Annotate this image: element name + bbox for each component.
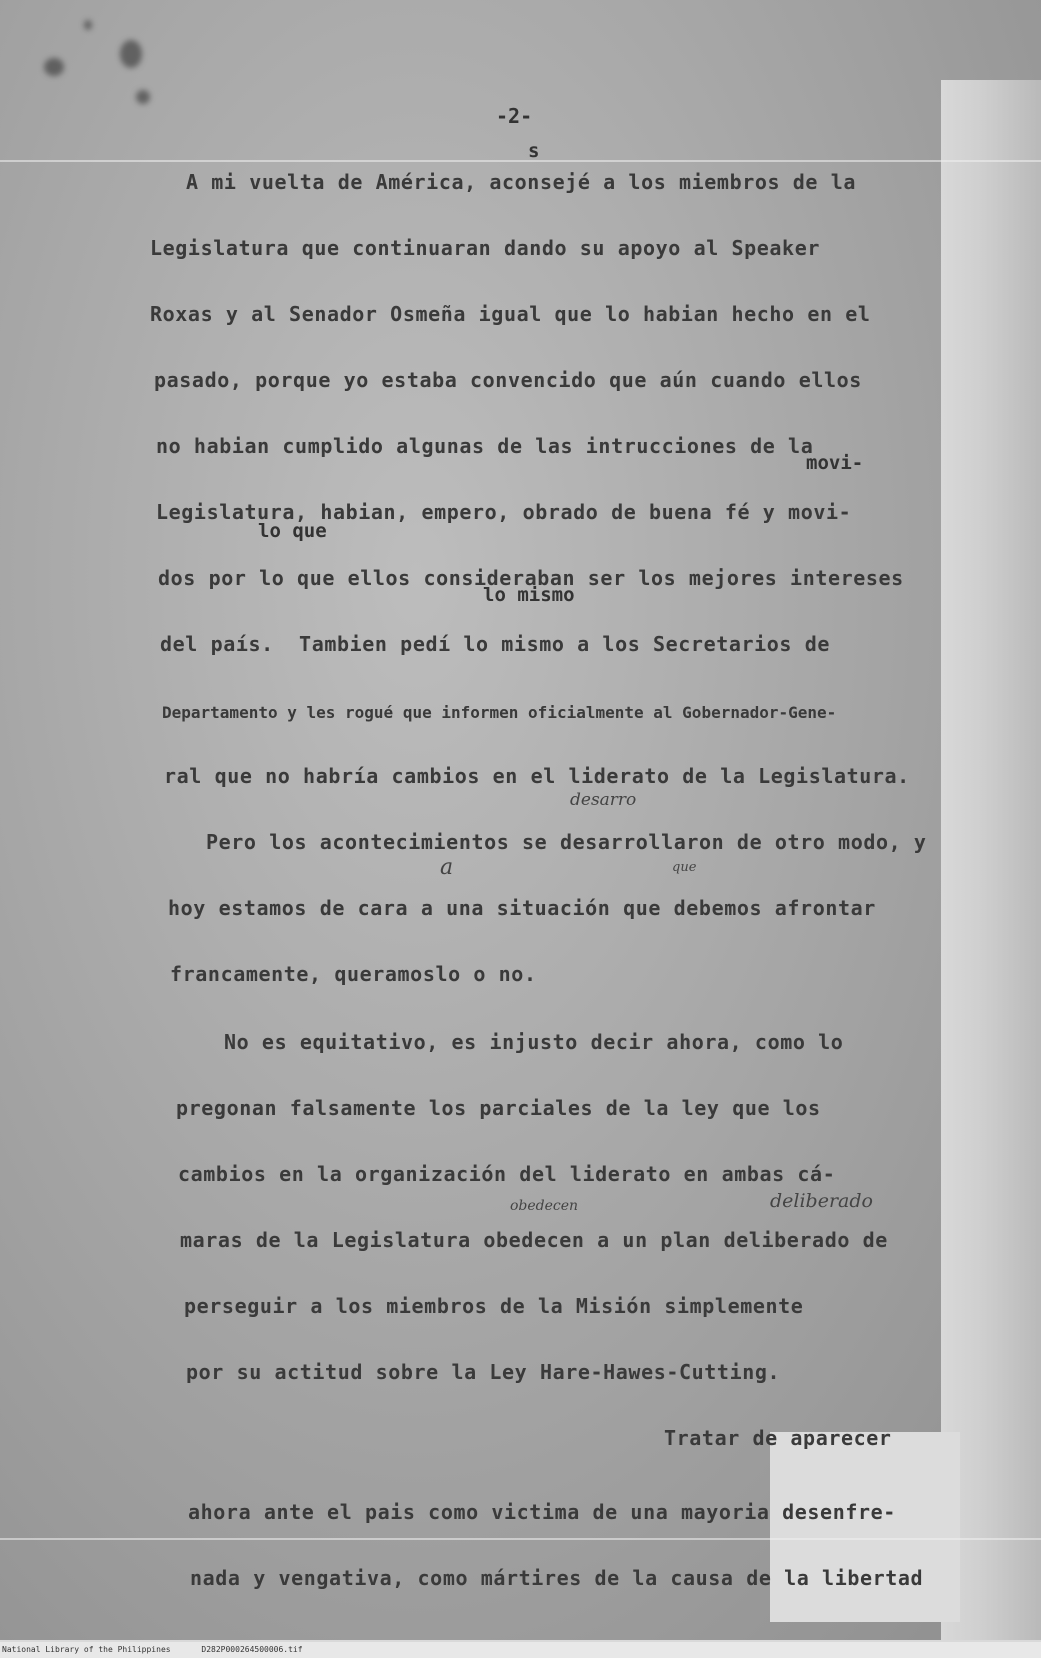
text-line: francamente, queramoslo o no. bbox=[170, 962, 537, 986]
typed-insertion: lo mismo bbox=[483, 584, 575, 606]
corner-patch bbox=[770, 1432, 960, 1622]
handwritten-correction: obedecen bbox=[510, 1198, 579, 1214]
text-line: Legislatura que continuaran dando su apoyo al Speaker bbox=[150, 236, 820, 260]
text-line: ral que no habría cambios en el liderato de la Legislatura. bbox=[164, 764, 910, 788]
ink-stain bbox=[136, 90, 150, 104]
text-line: del país. Tambien pedí lo mismo a los Secretarios de bbox=[160, 632, 830, 656]
handwritten-correction: deliberado bbox=[770, 1190, 873, 1212]
text-line: perseguir a los miembros de la Misión simplemente bbox=[184, 1294, 804, 1318]
text-line: pasado, porque yo estaba convencido que aún cuando ellos bbox=[154, 368, 862, 392]
text-line: maras de la Legislatura obedecen a un plan deliberado de bbox=[180, 1228, 888, 1252]
text-line: no habian cumplido algunas de las intrucciones de la bbox=[156, 434, 814, 458]
text-line: Roxas y al Senador Osmeña igual que lo habian hecho en el bbox=[150, 302, 871, 326]
text-line: A mi vuelta de América, aconsejé a los miembros de la bbox=[186, 170, 856, 194]
footer-file: D282P000264500006.tif bbox=[201, 1645, 303, 1654]
scan-line bbox=[0, 1538, 1041, 1540]
text-line: dos por lo que ellos consideraban ser los mejores intereses bbox=[158, 566, 904, 590]
ink-stain bbox=[44, 58, 64, 76]
text-line: Departamento y les rogué que informen oficialmente al Gobernador-Gene- bbox=[162, 703, 837, 722]
ink-stain bbox=[84, 20, 92, 30]
ink-stain bbox=[120, 40, 142, 68]
typed-insertion: s bbox=[528, 140, 540, 162]
footer-library: National Library of the Philippines bbox=[2, 1645, 171, 1654]
scan-footer bbox=[0, 1642, 1041, 1658]
typed-insertion: lo que bbox=[258, 520, 327, 542]
text-line: nada y vengativa, como mártires de la causa de la libertad bbox=[190, 1566, 924, 1590]
text-line: cambios en la organización del liderato en ambas cá- bbox=[178, 1162, 836, 1186]
text-line: No es equitativo, es injusto decir ahora, como lo bbox=[224, 1030, 844, 1054]
scan-line bbox=[0, 160, 1041, 162]
text-line: por su actitud sobre la Ley Hare-Hawes-Cutting. bbox=[186, 1360, 781, 1384]
handwritten-correction: que bbox=[672, 860, 697, 875]
text-line: ahora ante el pais como victima de una mayoria desenfre- bbox=[188, 1500, 896, 1524]
paper-edge bbox=[941, 80, 1041, 1640]
page-number: -2- bbox=[496, 104, 533, 128]
typed-insertion: movi- bbox=[806, 452, 864, 474]
handwritten-correction: desarro bbox=[570, 790, 637, 810]
text-line: Tratar de aparecer bbox=[664, 1426, 892, 1450]
handwritten-correction: a bbox=[440, 855, 454, 880]
text-line: hoy estamos de cara a una situación que debemos afrontar bbox=[168, 896, 876, 920]
text-line: Legislatura, habian, empero, obrado de buena fé y movi- bbox=[156, 500, 852, 524]
text-line: pregonan falsamente los parciales de la ley que los bbox=[176, 1096, 821, 1120]
text-line: Pero los acontecimientos se desarrollaron de otro modo, y bbox=[206, 830, 927, 854]
